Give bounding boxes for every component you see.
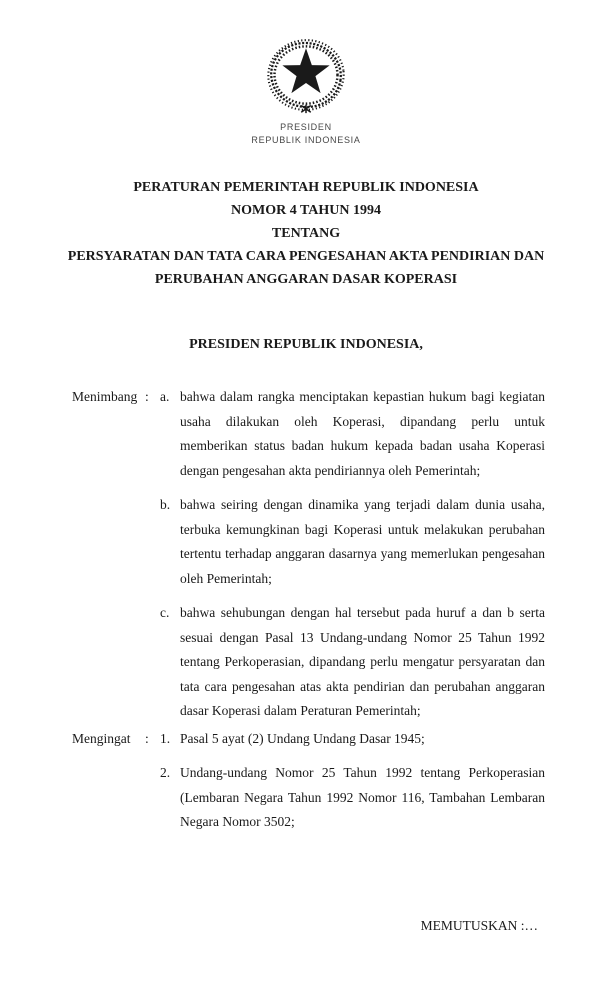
letterhead-caption-line2: REPUBLIK INDONESIA [251,135,361,145]
presidential-letterhead [0,33,612,147]
preamble [72,385,545,835]
memutuskan-continuation: MEMUTUSKAN :… [420,918,538,933]
section-colon: : [145,730,149,746]
consideration-item-a [160,385,545,483]
salutation-heading: PRESIDEN REPUBLIK INDONESIA, [189,337,423,352]
section-colon: : [145,389,149,404]
item-marker: 2. [160,765,171,780]
item-marker: 1. [160,730,171,746]
section-label: Menimbang [72,389,138,404]
item-marker: c. [160,605,170,620]
legal-basis-item-2 [160,761,545,835]
section-label: Mengingat [72,730,131,746]
item-text: bahwa seiring dengan dinamika yang terjadi dalam dunia usaha, terbuka kemungkinan bagi Koperasi untuk melakukan perubahan tertentu terhadap anggaran dasarnya yang memerlukan pengesahan oleh Pemerintah; [180,497,545,586]
title-line-tentang: TENTANG [271,226,341,241]
item-text: Pasal 5 ayat (2) Undang Undang Dasar 1945; [180,730,425,746]
title-line-regulation: PERATURAN PEMERINTAH REPUBLIK INDONESIA [133,180,479,195]
section-menimbang [72,385,545,724]
item-text: bahwa dalam rangka menciptakan kepastian hukum bagi kegiatan usaha dilakukan oleh Koperasi, dipandang perlu untuk memberikan status badan hukum kepada badan usaha Koperasi dengan pengesahan akta pendiriannya oleh Pemerintah; [180,389,545,478]
consideration-item-b [160,493,545,591]
presidential-emblem [258,33,354,117]
legal-basis-item-1 [160,727,545,752]
item-text: bahwa sehubungan dengan hal tersebut pada huruf a dan b serta sesuai dengan Pasal 13 Undang-undang Nomor 25 Tahun 1992 tentang Perkoperasian, dipandang perlu mengatur persyaratan dan tata cara pengesahan atas akta pendirian dan perubahan anggaran dasar Koperasi dalam Peraturan Pemerintah; [180,605,545,718]
item-text: Undang-undang Nomor 25 Tahun 1992 tentang Perkoperasian (Lembaran Negara Tahun 1992 Nomor 116, Tambahan Lembaran Negara Nomor 3502; [180,765,545,829]
item-marker: a. [160,389,170,404]
item-marker: b. [160,497,171,512]
section-mengingat [72,727,545,835]
letterhead-caption [251,121,360,147]
letterhead-caption-line1: PRESIDEN [280,122,332,132]
consideration-item-c [160,601,545,724]
title-line-subject-2: PERUBAHAN ANGGARAN DASAR KOPERASI [154,272,458,287]
title-line-subject-1: PERSYARATAN DAN TATA CARA PENGESAHAN AKTA PENDIRIAN DAN [67,249,545,264]
regulation-title [40,176,572,291]
star-icon [282,48,329,93]
title-line-number: NOMOR 4 TAHUN 1994 [231,203,381,218]
